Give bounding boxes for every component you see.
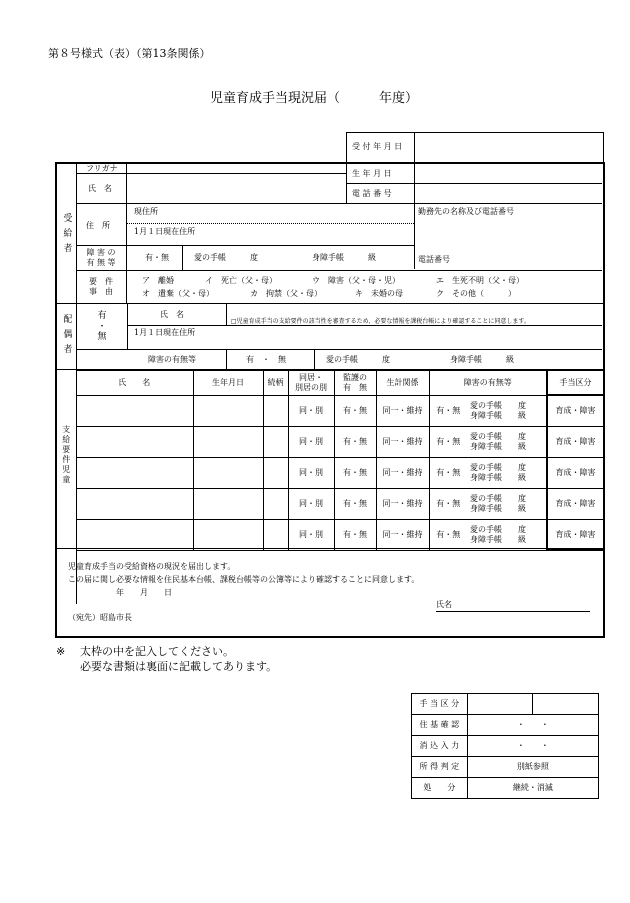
child-ai-notebook: 愛の手帳 度 [470, 494, 526, 504]
child-row [76, 457, 603, 488]
child-relation-field[interactable] [263, 488, 288, 519]
child-birth-field[interactable] [193, 488, 263, 519]
children-table [76, 369, 603, 551]
col-livelihood: 生計関係 [376, 370, 429, 395]
office-use-table [411, 693, 599, 799]
col-disability: 障害の有無等 [429, 370, 547, 395]
child-custody[interactable]: 有・無 [334, 488, 376, 519]
col-name: 氏 名 [76, 370, 193, 395]
jan1-address-label: 1月１日現在住所 [134, 227, 196, 236]
child-livelihood[interactable]: 同一・維持 [376, 395, 429, 426]
child-ai-notebook: 愛の手帳 度 [470, 432, 526, 442]
spouse-disability-label: 障害の有無等 [148, 355, 196, 364]
declaration-line2: この届に関し必要な情報を住民基本台帳、課税台帳等の公簿等により確認することに同意します。 [68, 575, 420, 584]
spouse-disability-value[interactable]: 有 ・ 無 [246, 355, 286, 364]
shinsho-notebook: 身障手帳 級 [312, 253, 376, 262]
child-disability[interactable]: 有・無 [429, 457, 467, 488]
col-allowance: 手当区分 [547, 370, 603, 395]
form-number: 第８号様式（表）（第13条関係） [48, 47, 211, 60]
reason-i[interactable]: イ 死亡（父・母） [205, 276, 277, 285]
child-cohabit[interactable]: 同・別 [288, 395, 334, 426]
reception-date-field[interactable] [416, 134, 600, 160]
office-row [412, 736, 599, 757]
child-relation-field[interactable] [263, 519, 288, 550]
office-value[interactable]: 継続・消滅 [467, 778, 598, 799]
child-row [76, 519, 603, 550]
child-allowance[interactable]: 育成・障害 [547, 488, 603, 519]
child-disability[interactable]: 有・無 [429, 488, 467, 519]
reason-e[interactable]: エ 生死不明（父・母） [436, 276, 524, 285]
workplace-label: 勤務先の名称及び電話番号 [418, 207, 514, 216]
page-title: 児童育成手当現況届（ 年度） [210, 91, 419, 106]
col-relation: 続柄 [263, 370, 288, 395]
child-birth-field[interactable] [193, 395, 263, 426]
child-allowance[interactable]: 育成・障害 [547, 519, 603, 550]
office-label: 消 込 入 力 [412, 736, 468, 757]
current-address-label: 現住所 [134, 207, 158, 216]
name-label: 氏 名 [88, 184, 112, 193]
office-row [412, 694, 599, 715]
spouse-name-label: 氏 名 [160, 310, 184, 319]
child-row [76, 488, 603, 519]
office-label: 所 得 判 定 [412, 757, 468, 778]
note-line1: 太枠の中を記入してください。 [80, 645, 234, 658]
child-custody[interactable]: 有・無 [334, 519, 376, 550]
recipient-name-field[interactable] [128, 175, 344, 202]
child-ai-notebook: 愛の手帳 度 [470, 463, 526, 473]
child-livelihood[interactable]: 同一・維持 [376, 426, 429, 457]
child-birth-field[interactable] [193, 426, 263, 457]
child-relation-field[interactable] [263, 457, 288, 488]
child-shinsho-notebook: 身障手帳 級 [470, 503, 526, 513]
declaration-date[interactable]: 年 月 日 [116, 588, 172, 597]
child-livelihood[interactable]: 同一・維持 [376, 457, 429, 488]
child-allowance[interactable]: 育成・障害 [547, 395, 603, 426]
child-birth-field[interactable] [193, 457, 263, 488]
child-livelihood[interactable]: 同一・維持 [376, 488, 429, 519]
child-allowance[interactable]: 育成・障害 [547, 426, 603, 457]
declaration-line1: 児童育成手当の受給資格の現況を届出します。 [68, 562, 236, 571]
child-custody[interactable]: 有・無 [334, 457, 376, 488]
address-label: 住 所 [86, 221, 110, 230]
spouse-section-label: 配偶者 [61, 313, 72, 359]
disability-label: 障 害 の 有 無 等 [86, 248, 116, 267]
recipient-section-label: 受給者 [61, 212, 72, 258]
reception-date-label: 受 付 年 月 日 [352, 142, 403, 151]
child-shinsho-notebook: 身障手帳 級 [470, 441, 526, 451]
office-label: 手 当 区 分 [412, 694, 468, 715]
child-row [76, 426, 603, 457]
child-cohabit[interactable]: 同・別 [288, 519, 334, 550]
office-value[interactable] [467, 694, 533, 715]
office-row [412, 778, 599, 799]
child-ai-notebook: 愛の手帳 度 [470, 401, 526, 411]
child-relation-field[interactable] [263, 426, 288, 457]
child-disability[interactable]: 有・無 [429, 519, 467, 550]
child-cohabit[interactable]: 同・別 [288, 426, 334, 457]
child-cohabit[interactable]: 同・別 [288, 457, 334, 488]
child-allowance[interactable]: 育成・障害 [547, 457, 603, 488]
phone-label: 電 話 番 号 [352, 189, 392, 198]
child-relation-field[interactable] [263, 395, 288, 426]
note-mark: ※ [56, 645, 66, 658]
child-name-field[interactable] [76, 457, 193, 488]
office-label: 住 基 確 認 [412, 715, 468, 736]
reason-o[interactable]: オ 遺棄（父・母） [142, 289, 214, 298]
col-cohabit: 同居・ 別居の別 [288, 370, 334, 395]
reason-label: 要 件 事 由 [89, 277, 113, 296]
office-value[interactable] [533, 694, 599, 715]
office-label: 処 分 [412, 778, 468, 799]
children-header-row [76, 370, 603, 395]
child-row [76, 395, 603, 426]
child-name-field[interactable] [76, 488, 193, 519]
reason-ka[interactable]: カ 拘禁（父・母） [250, 289, 322, 298]
reason-ki[interactable]: キ 未婚の母 [355, 289, 403, 298]
furigana-label: フリガナ [86, 164, 118, 173]
child-cohabit[interactable]: 同・別 [288, 488, 334, 519]
child-custody[interactable]: 有・無 [334, 395, 376, 426]
spouse-shinsho-notebook: 身障手帳 級 [450, 355, 514, 364]
ai-notebook: 愛の手帳 度 [194, 253, 258, 262]
child-shinsho-notebook: 身障手帳 級 [470, 534, 526, 544]
col-custody: 監護の 有 無 [334, 370, 376, 395]
child-disability[interactable]: 有・無 [429, 426, 467, 457]
child-shinsho-notebook: 身障手帳 級 [470, 410, 526, 420]
reason-u[interactable]: ウ 障害（父・母・児） [312, 276, 400, 285]
spouse-ai-notebook: 愛の手帳 度 [326, 355, 390, 364]
birth-date-label: 生 年 月 日 [352, 169, 392, 178]
addressee: （宛先）昭島市長 [68, 613, 132, 622]
signature-line[interactable] [436, 611, 590, 612]
spouse-consent-checkbox[interactable]: □児童育成手当の支給要件の該当性を審査するため、必要な情報を課税台帳により確認することに同意します。 [231, 318, 530, 325]
note-line2: 必要な書類は裏面に記載してあります。 [80, 660, 278, 673]
child-birth-field[interactable] [193, 519, 263, 550]
office-value[interactable]: ・ ・ [467, 736, 598, 757]
reason-ku[interactable]: ク その他（ ） [436, 289, 516, 298]
child-name-field[interactable] [76, 395, 193, 426]
child-name-field[interactable] [76, 426, 193, 457]
office-value[interactable]: ・ ・ [467, 715, 598, 736]
spouse-presence[interactable]: 有 ・ 無 [97, 310, 107, 343]
office-row [412, 715, 599, 736]
col-birth: 生年月日 [193, 370, 263, 395]
reason-a[interactable]: ア 離婚 [142, 276, 174, 285]
child-livelihood[interactable]: 同一・維持 [376, 519, 429, 550]
office-row [412, 757, 599, 778]
spouse-jan1-address: 1月１日現在住所 [134, 328, 196, 337]
disability-value[interactable]: 有・無 [145, 253, 169, 262]
signature-label: 氏名 [436, 600, 452, 609]
work-phone-label: 電話番号 [418, 255, 450, 264]
child-name-field[interactable] [76, 519, 193, 550]
child-shinsho-notebook: 身障手帳 級 [470, 472, 526, 482]
child-ai-notebook: 愛の手帳 度 [470, 525, 526, 535]
office-value[interactable]: 別紙参照 [467, 757, 598, 778]
child-disability[interactable]: 有・無 [429, 395, 467, 426]
child-custody[interactable]: 有・無 [334, 426, 376, 457]
children-section-label: 支給要件児童 [61, 425, 71, 485]
